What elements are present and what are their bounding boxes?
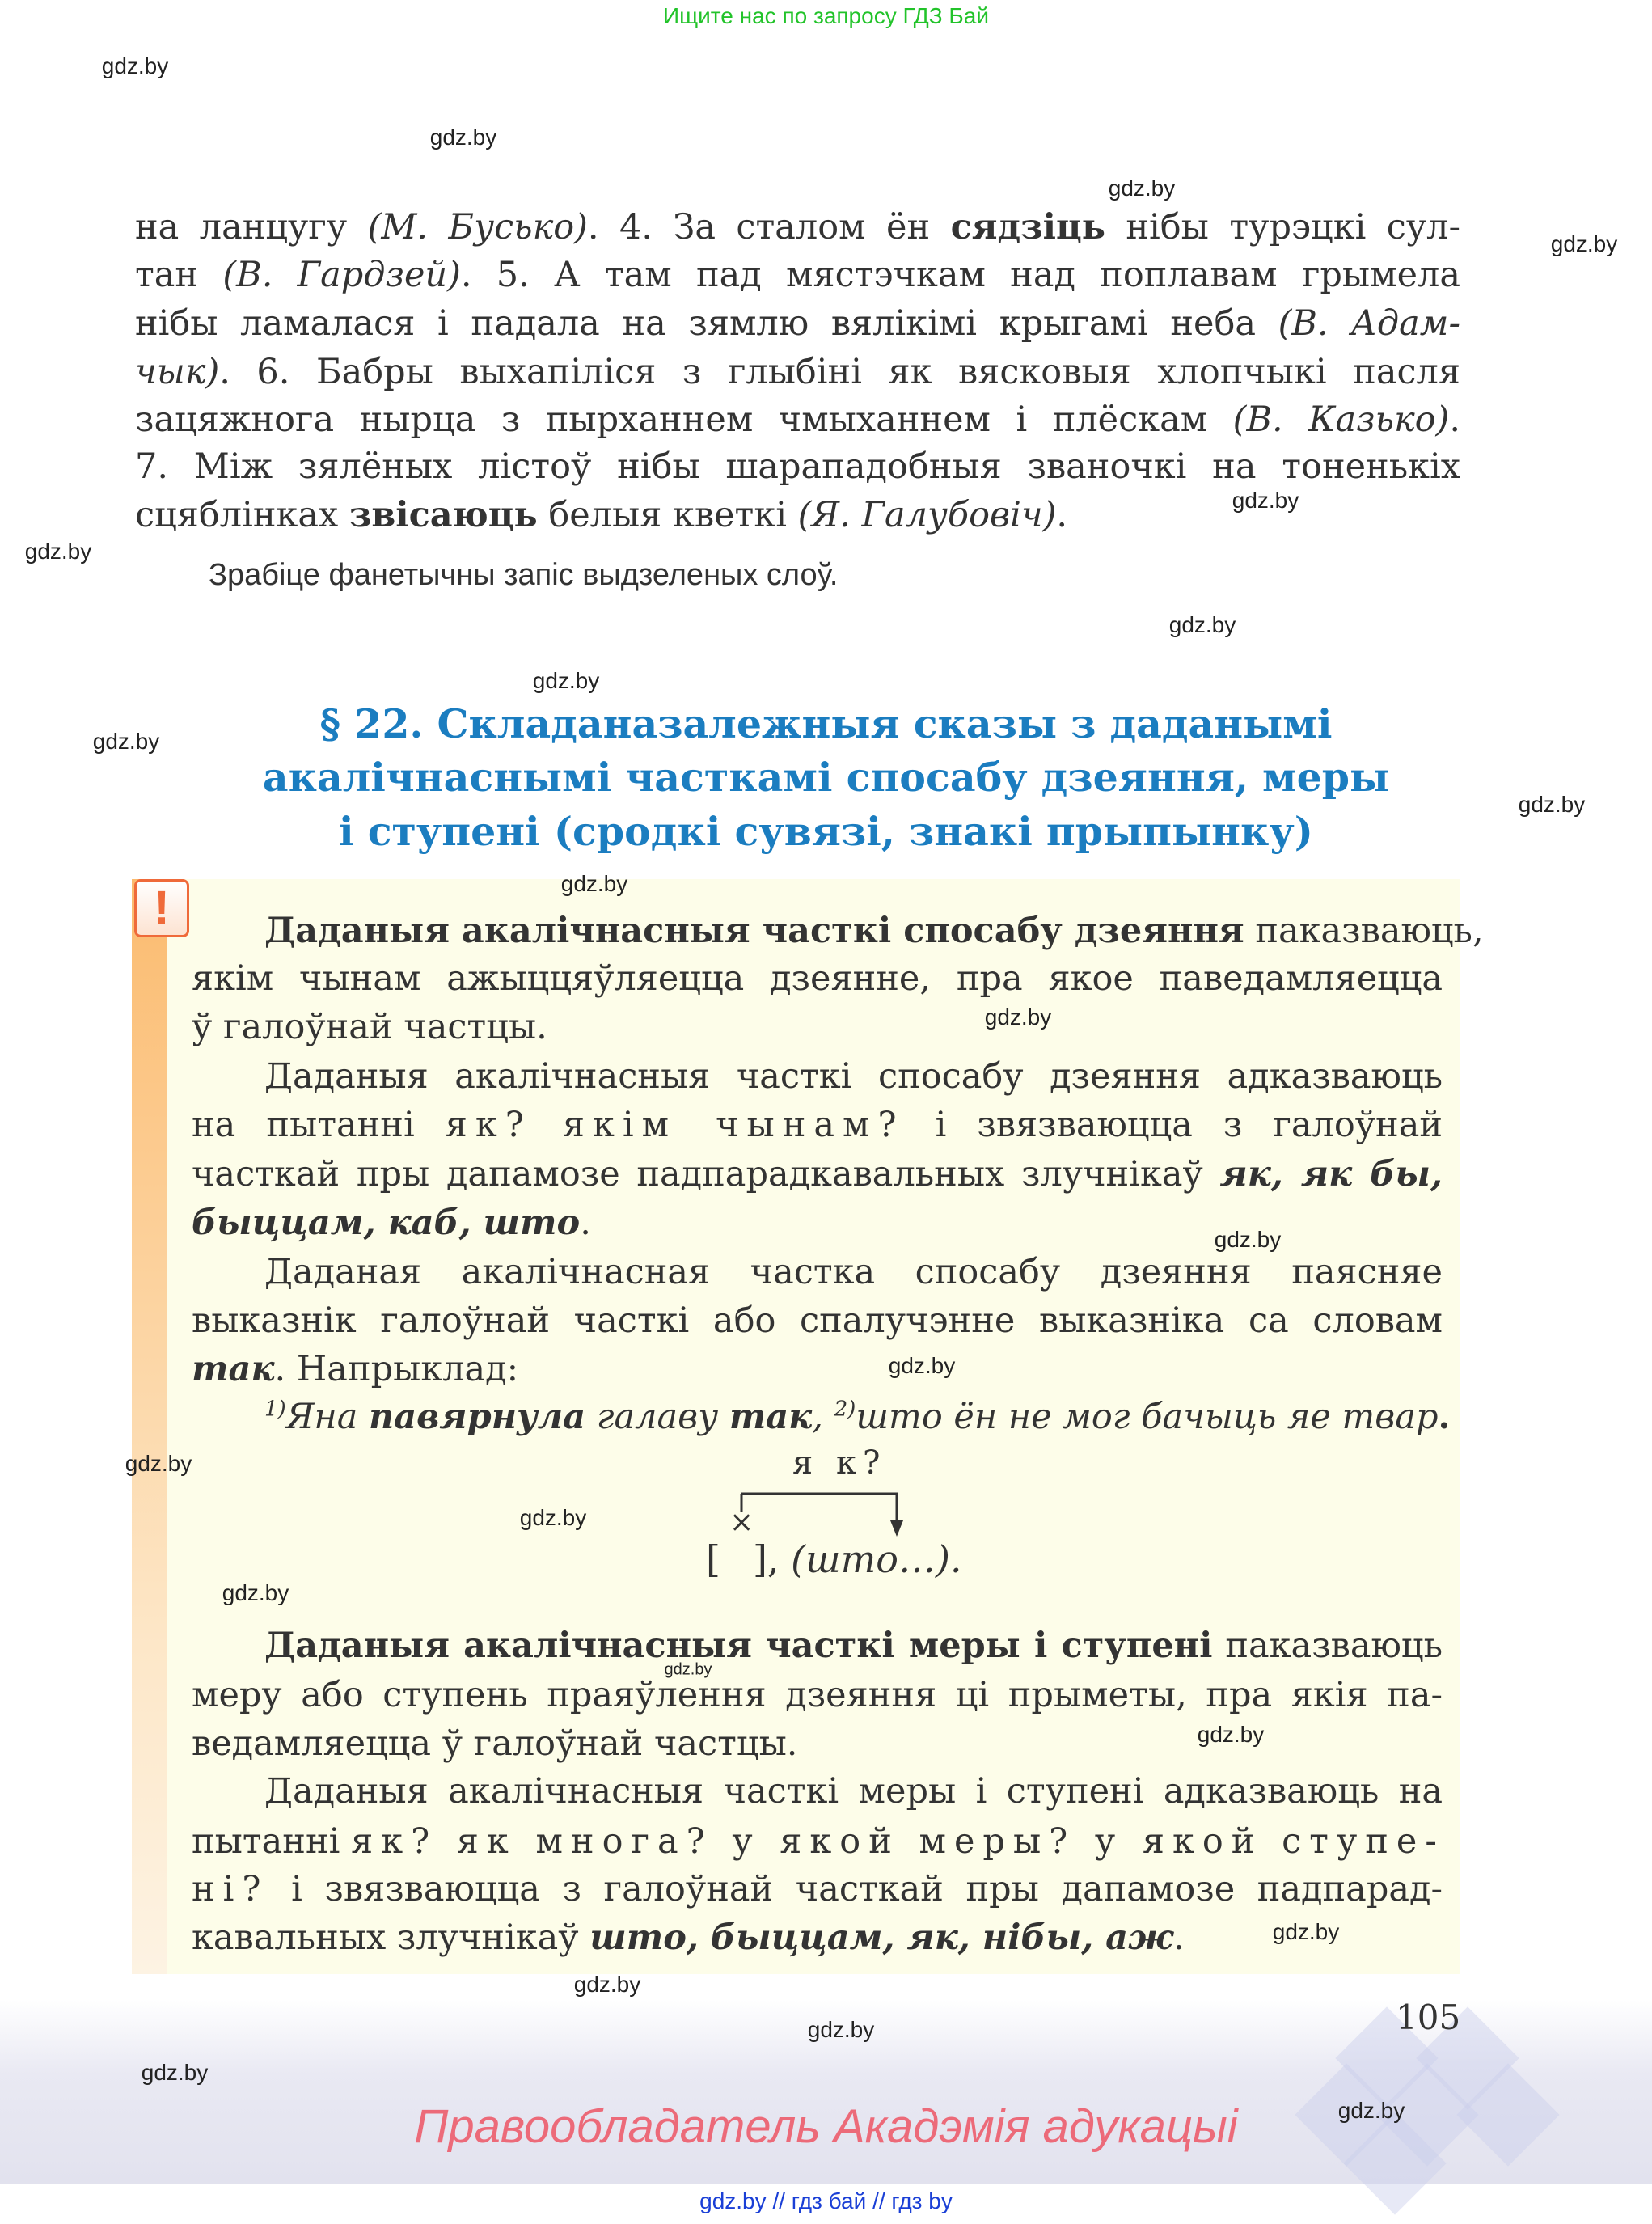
text-segment: . bbox=[1173, 1917, 1185, 1958]
search-banner[interactable]: Ищите нас по запросу ГДЗ Бай bbox=[662, 3, 990, 28]
subordinate-clause: (што…). bbox=[791, 1537, 962, 1581]
text-segment: так bbox=[192, 1349, 275, 1389]
text-segment: што, быццам, як, нібы, аж bbox=[589, 1917, 1174, 1958]
text-segment: ў галоўнай частцы. bbox=[192, 1007, 547, 1047]
text-line bbox=[264, 907, 1484, 955]
text-line bbox=[192, 1865, 1443, 1913]
section-title-line: і ступені (сродкі сувязі, знакі прыпынку) bbox=[339, 808, 1313, 855]
text-line bbox=[192, 1817, 1443, 1866]
text-line bbox=[192, 1345, 1443, 1393]
text-segment: Даданыя акалічнасныя часткі меры і ступені адказваюць на bbox=[264, 1771, 1443, 1812]
scheme-formula bbox=[706, 1535, 962, 1583]
watermark: gdz.by bbox=[1550, 231, 1618, 256]
watermark: gdz.by bbox=[888, 1353, 956, 1378]
text-segment: звісаюць bbox=[349, 495, 538, 535]
section-title-line: § 22. Складаназалежныя сказы з даданымі bbox=[319, 700, 1333, 747]
text-segment: чык) bbox=[135, 352, 220, 392]
text-segment: , bbox=[812, 1397, 834, 1437]
text-segment: і звязваюцца з галоўнай часткай пры дапамозе падпарад- bbox=[268, 1869, 1443, 1909]
text-line bbox=[192, 1003, 1443, 1051]
text-segment: так bbox=[729, 1397, 813, 1437]
text-segment: 1) bbox=[264, 1397, 286, 1422]
text-segment: як? як многа? у якой меры? у якой ступе- bbox=[351, 1821, 1445, 1862]
watermark: gdz.by bbox=[101, 53, 169, 78]
text-segment: тан bbox=[135, 255, 223, 295]
text-segment: сцяблінках bbox=[135, 495, 349, 535]
text-segment bbox=[532, 1105, 563, 1145]
watermark: gdz.by bbox=[560, 871, 628, 896]
text-segment: паказваюць bbox=[1212, 1626, 1443, 1666]
watermark: gdz.by bbox=[24, 539, 92, 564]
text-segment: як, як бы, bbox=[1219, 1154, 1443, 1194]
text-segment: і звязваюцца з галоўнай bbox=[904, 1105, 1443, 1145]
exclamation-icon: ! bbox=[134, 879, 189, 937]
text-line bbox=[264, 1621, 1443, 1670]
text-segment: меру або ступень праяўлення дзеяння ці прыметы, пра якія па- bbox=[192, 1675, 1443, 1715]
text-segment: на ланцугу bbox=[135, 207, 368, 247]
watermark: gdz.by bbox=[1108, 175, 1176, 201]
watermark: gdz.by bbox=[984, 1004, 1052, 1030]
watermark: gdz.by bbox=[1518, 792, 1586, 817]
text-segment: . Напрыклад: bbox=[274, 1349, 519, 1389]
text-segment: . 4. За сталом ён bbox=[587, 207, 951, 247]
main-clause-bracket-close: ], bbox=[752, 1537, 780, 1581]
text-segment: ведамляецца ў галоўнай частцы. bbox=[192, 1723, 798, 1764]
text-segment: . bbox=[1438, 1397, 1451, 1437]
text-segment: сядзіць bbox=[950, 207, 1105, 247]
text-segment: на пытанні bbox=[192, 1105, 446, 1145]
text-segment: паказваюць, bbox=[1244, 911, 1484, 951]
rule-box-accent-bar bbox=[132, 879, 167, 1974]
watermark: gdz.by bbox=[1168, 612, 1236, 637]
text-segment: (В. Адам- bbox=[1278, 303, 1460, 344]
text-line bbox=[135, 395, 1460, 444]
watermark: gdz.by bbox=[222, 1580, 289, 1605]
text-segment: Даданыя акалічнасныя часткі спосабу дзеяння адказваюць bbox=[264, 1056, 1443, 1097]
text-segment: якім чынам? bbox=[562, 1105, 905, 1145]
text-segment: кавальных злучнікаў bbox=[192, 1917, 590, 1958]
text-segment: ні? bbox=[192, 1869, 269, 1909]
text-line bbox=[135, 348, 1460, 396]
watermark: gdz.by bbox=[1232, 488, 1299, 513]
text-segment: нібы ламалася і падала на зямлю вялікімі крыгамі неба bbox=[135, 303, 1278, 344]
watermark: gdz.by bbox=[1214, 1227, 1282, 1252]
text-line bbox=[192, 1296, 1443, 1345]
predicate-cross-mark: × bbox=[729, 1506, 754, 1539]
text-segment: . bbox=[1056, 495, 1068, 535]
text-segment: 7. Між зялёных лістоў нібы шарападобныя званочкі на тоненькіх bbox=[135, 446, 1460, 487]
text-segment: . bbox=[1449, 400, 1461, 440]
text-segment: . 5. А там пад мястэчкам над поплавам грымела bbox=[460, 255, 1460, 295]
exercise-instruction: Зрабіце фанетычны запіс выдзеленых слоў. bbox=[209, 558, 839, 592]
bottom-links[interactable]: gdz.by // гдз бай // гдз by bbox=[699, 2188, 953, 2213]
watermark: gdz.by bbox=[664, 1660, 712, 1679]
watermark: gdz.by bbox=[1197, 1722, 1265, 1747]
text-segment: як? bbox=[445, 1105, 532, 1145]
copyright-notice: Правообладатель Акадэмія адукацыі bbox=[414, 2100, 1238, 2153]
text-segment: Яна bbox=[285, 1397, 370, 1437]
text-segment: белыя кветкі bbox=[537, 495, 798, 535]
text-segment: (М. Бусько) bbox=[367, 207, 588, 247]
text-segment: зацяжнога нырца з пырханнем чмыханнем і плёскам bbox=[135, 400, 1233, 440]
text-line bbox=[135, 203, 1460, 252]
watermark: gdz.by bbox=[532, 668, 600, 693]
section-title-line: акалічнаснымі часткамі спосабу дзеяння, меры bbox=[262, 754, 1390, 801]
text-line bbox=[135, 442, 1460, 491]
text-segment: Даданыя акалічнасныя часткі спосабу дзеяння bbox=[264, 911, 1244, 951]
text-segment: (Я. Галубовіч) bbox=[797, 495, 1057, 535]
text-segment: Даданая акалічнасная частка спосабу дзеяння паясняе bbox=[264, 1252, 1443, 1292]
text-line bbox=[135, 251, 1460, 299]
watermark: gdz.by bbox=[1337, 2098, 1405, 2123]
text-segment: 2) bbox=[834, 1397, 856, 1422]
text-line bbox=[264, 1393, 1451, 1441]
text-segment: выказнік галоўнай часткі або спалучэнне выказніка са словам bbox=[192, 1300, 1443, 1341]
watermark: gdz.by bbox=[807, 2017, 875, 2042]
text-segment: быццам, каб, што bbox=[192, 1203, 581, 1243]
watermark: gdz.by bbox=[519, 1505, 587, 1530]
text-line bbox=[264, 1052, 1443, 1101]
text-segment: нібы турэцкі сул- bbox=[1105, 207, 1461, 247]
text-segment: Даданыя акалічнасныя часткі меры і ступені bbox=[264, 1626, 1213, 1666]
text-segment: (В. Гардзей) bbox=[222, 255, 461, 295]
watermark: gdz.by bbox=[125, 1451, 192, 1476]
text-line bbox=[192, 1150, 1443, 1199]
text-segment: часткай пры дапамозе падпарадкавальных злучнікаў bbox=[192, 1154, 1220, 1194]
text-segment: . 6. Бабры выхапіліся з глыбіні як вясковыя хлопчыкі пасля bbox=[219, 352, 1460, 392]
text-line bbox=[135, 299, 1460, 348]
text-line bbox=[264, 1248, 1443, 1296]
text-line bbox=[192, 1101, 1443, 1149]
watermark: gdz.by bbox=[141, 2060, 209, 2085]
text-segment: што ён не мог бачыць яе твар bbox=[856, 1397, 1439, 1437]
watermark: gdz.by bbox=[1272, 1919, 1340, 1944]
text-line bbox=[192, 954, 1443, 1003]
text-segment: пытанні bbox=[192, 1821, 352, 1862]
watermark: gdz.by bbox=[573, 1972, 641, 1997]
watermark: gdz.by bbox=[429, 125, 497, 150]
main-clause-bracket: [ bbox=[706, 1537, 720, 1581]
text-segment: галаву bbox=[585, 1397, 729, 1437]
page-number: 105 bbox=[1396, 1998, 1461, 2037]
text-segment: павярнула bbox=[369, 1397, 586, 1437]
text-segment: . bbox=[580, 1203, 591, 1243]
text-line bbox=[192, 1671, 1443, 1719]
text-line bbox=[192, 1913, 1443, 1962]
scheme-question: я к? bbox=[792, 1444, 887, 1482]
text-line bbox=[264, 1767, 1443, 1816]
text-segment: (В. Казько) bbox=[1232, 400, 1450, 440]
watermark: gdz.by bbox=[92, 729, 160, 754]
text-segment: якім чынам ажыццяўляецца дзеянне, пра якое паведамляецца bbox=[192, 958, 1443, 999]
